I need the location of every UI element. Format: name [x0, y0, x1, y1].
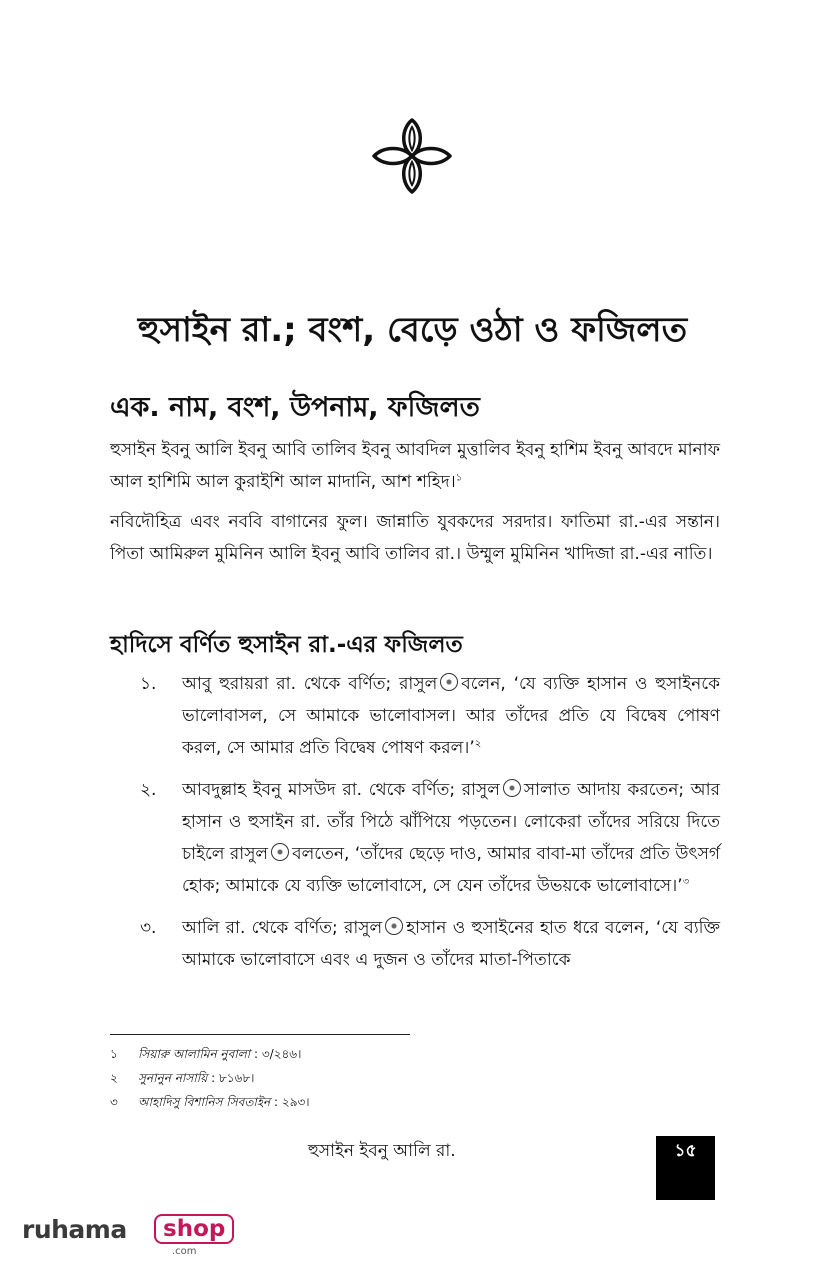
footnote-divider [110, 1034, 410, 1035]
section-title: এক. নাম, বংশ, উপনাম, ফজিলত [110, 392, 480, 423]
list-number: ১. [140, 674, 157, 694]
footnote-number: ৩ [110, 1095, 118, 1109]
flower-ornament-icon [370, 118, 454, 194]
list-item [110, 668, 720, 764]
subsection-title: হাদিসে বর্ণিত হুসাইন রা.-এর ফজিলত [110, 632, 463, 658]
item-text: আবু হুরায়রা রা. থেকে বর্ণিত; রাসুল [182, 674, 438, 694]
footnote-number: ২ [110, 1071, 118, 1085]
brand-suffix: .com [172, 1246, 197, 1257]
brand-shop-badge: shop [154, 1214, 234, 1244]
item-text: বলেন, ‘যে ব্যক্তি হাসান ও হুসাইনকে ভালোবাসল, সে আমাকে ভালোবাসল। আর তাঁদের প্রতি যে বিদ্বেষ পোষণ করল, সে আমার প্রতি বিদ্বেষ পোষণ করল।’ [182, 674, 720, 758]
footnote-number: ১ [110, 1047, 118, 1061]
running-footer-title: হুসাইন ইবনু আলি রা. [308, 1141, 456, 1161]
footnote-ref: ৩ [682, 876, 690, 888]
list-number: ২. [140, 780, 157, 800]
item-text: সালাত আদায় করতেন; আর হাসান ও হুসাইন রা. তাঁর পিঠে ঝাঁপিয়ে পড়তেন। লোকেরা তাঁদের সরিয়ে দিতে চাইলে রাসুল [182, 780, 720, 864]
list-item [110, 774, 720, 902]
footnote-ref: ২ [474, 738, 482, 750]
item-text: আলি রা. থেকে বর্ণিত; রাসুল [182, 918, 383, 938]
brand-logo [22, 1212, 226, 1262]
list-item [110, 912, 720, 976]
footnote [110, 1090, 310, 1114]
pbuh-icon [385, 917, 403, 935]
footnote-ref: ১ [455, 472, 463, 484]
paragraph-description: নবিদৌহিত্র এবং নববি বাগানের ফুল। জান্নাতি যুবকদের সরদার। ফাতিমা রা.-এর সন্তান। পিতা আমিরুল মুমিনিন আলি ইবনু আবি তালিব রা.। উম্মুল মুমিনিন খাদিজা রা.-এর নাতি। [110, 512, 720, 564]
footnotes [110, 1042, 310, 1114]
chapter-title: হুসাইন রা.; বংশ, বেড়ে ওঠা ও ফজিলত [137, 310, 688, 350]
footnote [110, 1042, 310, 1066]
footnote-ref-text: : ২৯৩। [270, 1095, 310, 1109]
footnote [110, 1066, 310, 1090]
footnote-ref-text: : ৩/২৪৬। [250, 1047, 302, 1061]
brand-name: ruhama [22, 1215, 127, 1244]
item-text: হাসান ও হুসাইনের হাত ধরে বলেন, ‘যে ব্যক্তি আমাকে ভালোবাসে এবং এ দুজন ও তাঁদের মাতা-পিতাকে [182, 918, 720, 970]
paragraph-lineage [110, 434, 720, 498]
footnote-source: সিয়ারু আলামিন নুবালা [138, 1047, 251, 1061]
item-text: আবদুল্লাহ ইবনু মাসউদ রা. থেকে বর্ণিত; রাসুল [182, 780, 500, 800]
pbuh-icon [271, 843, 289, 861]
footnote-ref-text: : ৮১৬৮। [207, 1071, 255, 1085]
paragraph-lineage-text: হুসাইন ইবনু আলি ইবনু আবি তালিব ইবনু আবদিল মুত্তালিব ইবনু হাশিম ইবনু আবদে মানাফ আল হাশিমি আল কুরাইশি আল মাদানি, আশ শহিদ। [110, 440, 720, 492]
pbuh-icon [440, 673, 458, 691]
hadith-list [110, 668, 720, 986]
page-number: ১৫ [656, 1136, 715, 1200]
footnote-source: আহাদিসু বিশানিস সিবতাইন [138, 1095, 271, 1109]
footnote-source: সুনানুন নাসায়ি [138, 1071, 208, 1085]
list-number: ৩. [140, 918, 157, 938]
item-text: বলতেন, ‘তাঁদের ছেড়ে দাও, আমার বাবা-মা তাঁদের প্রতি উৎসর্গ হোক; আমাকে যে ব্যক্তি ভালোবাসে, সে যেন তাঁদের উভয়কে ভালোবাসে।’ [182, 844, 720, 896]
pbuh-icon [503, 779, 521, 797]
